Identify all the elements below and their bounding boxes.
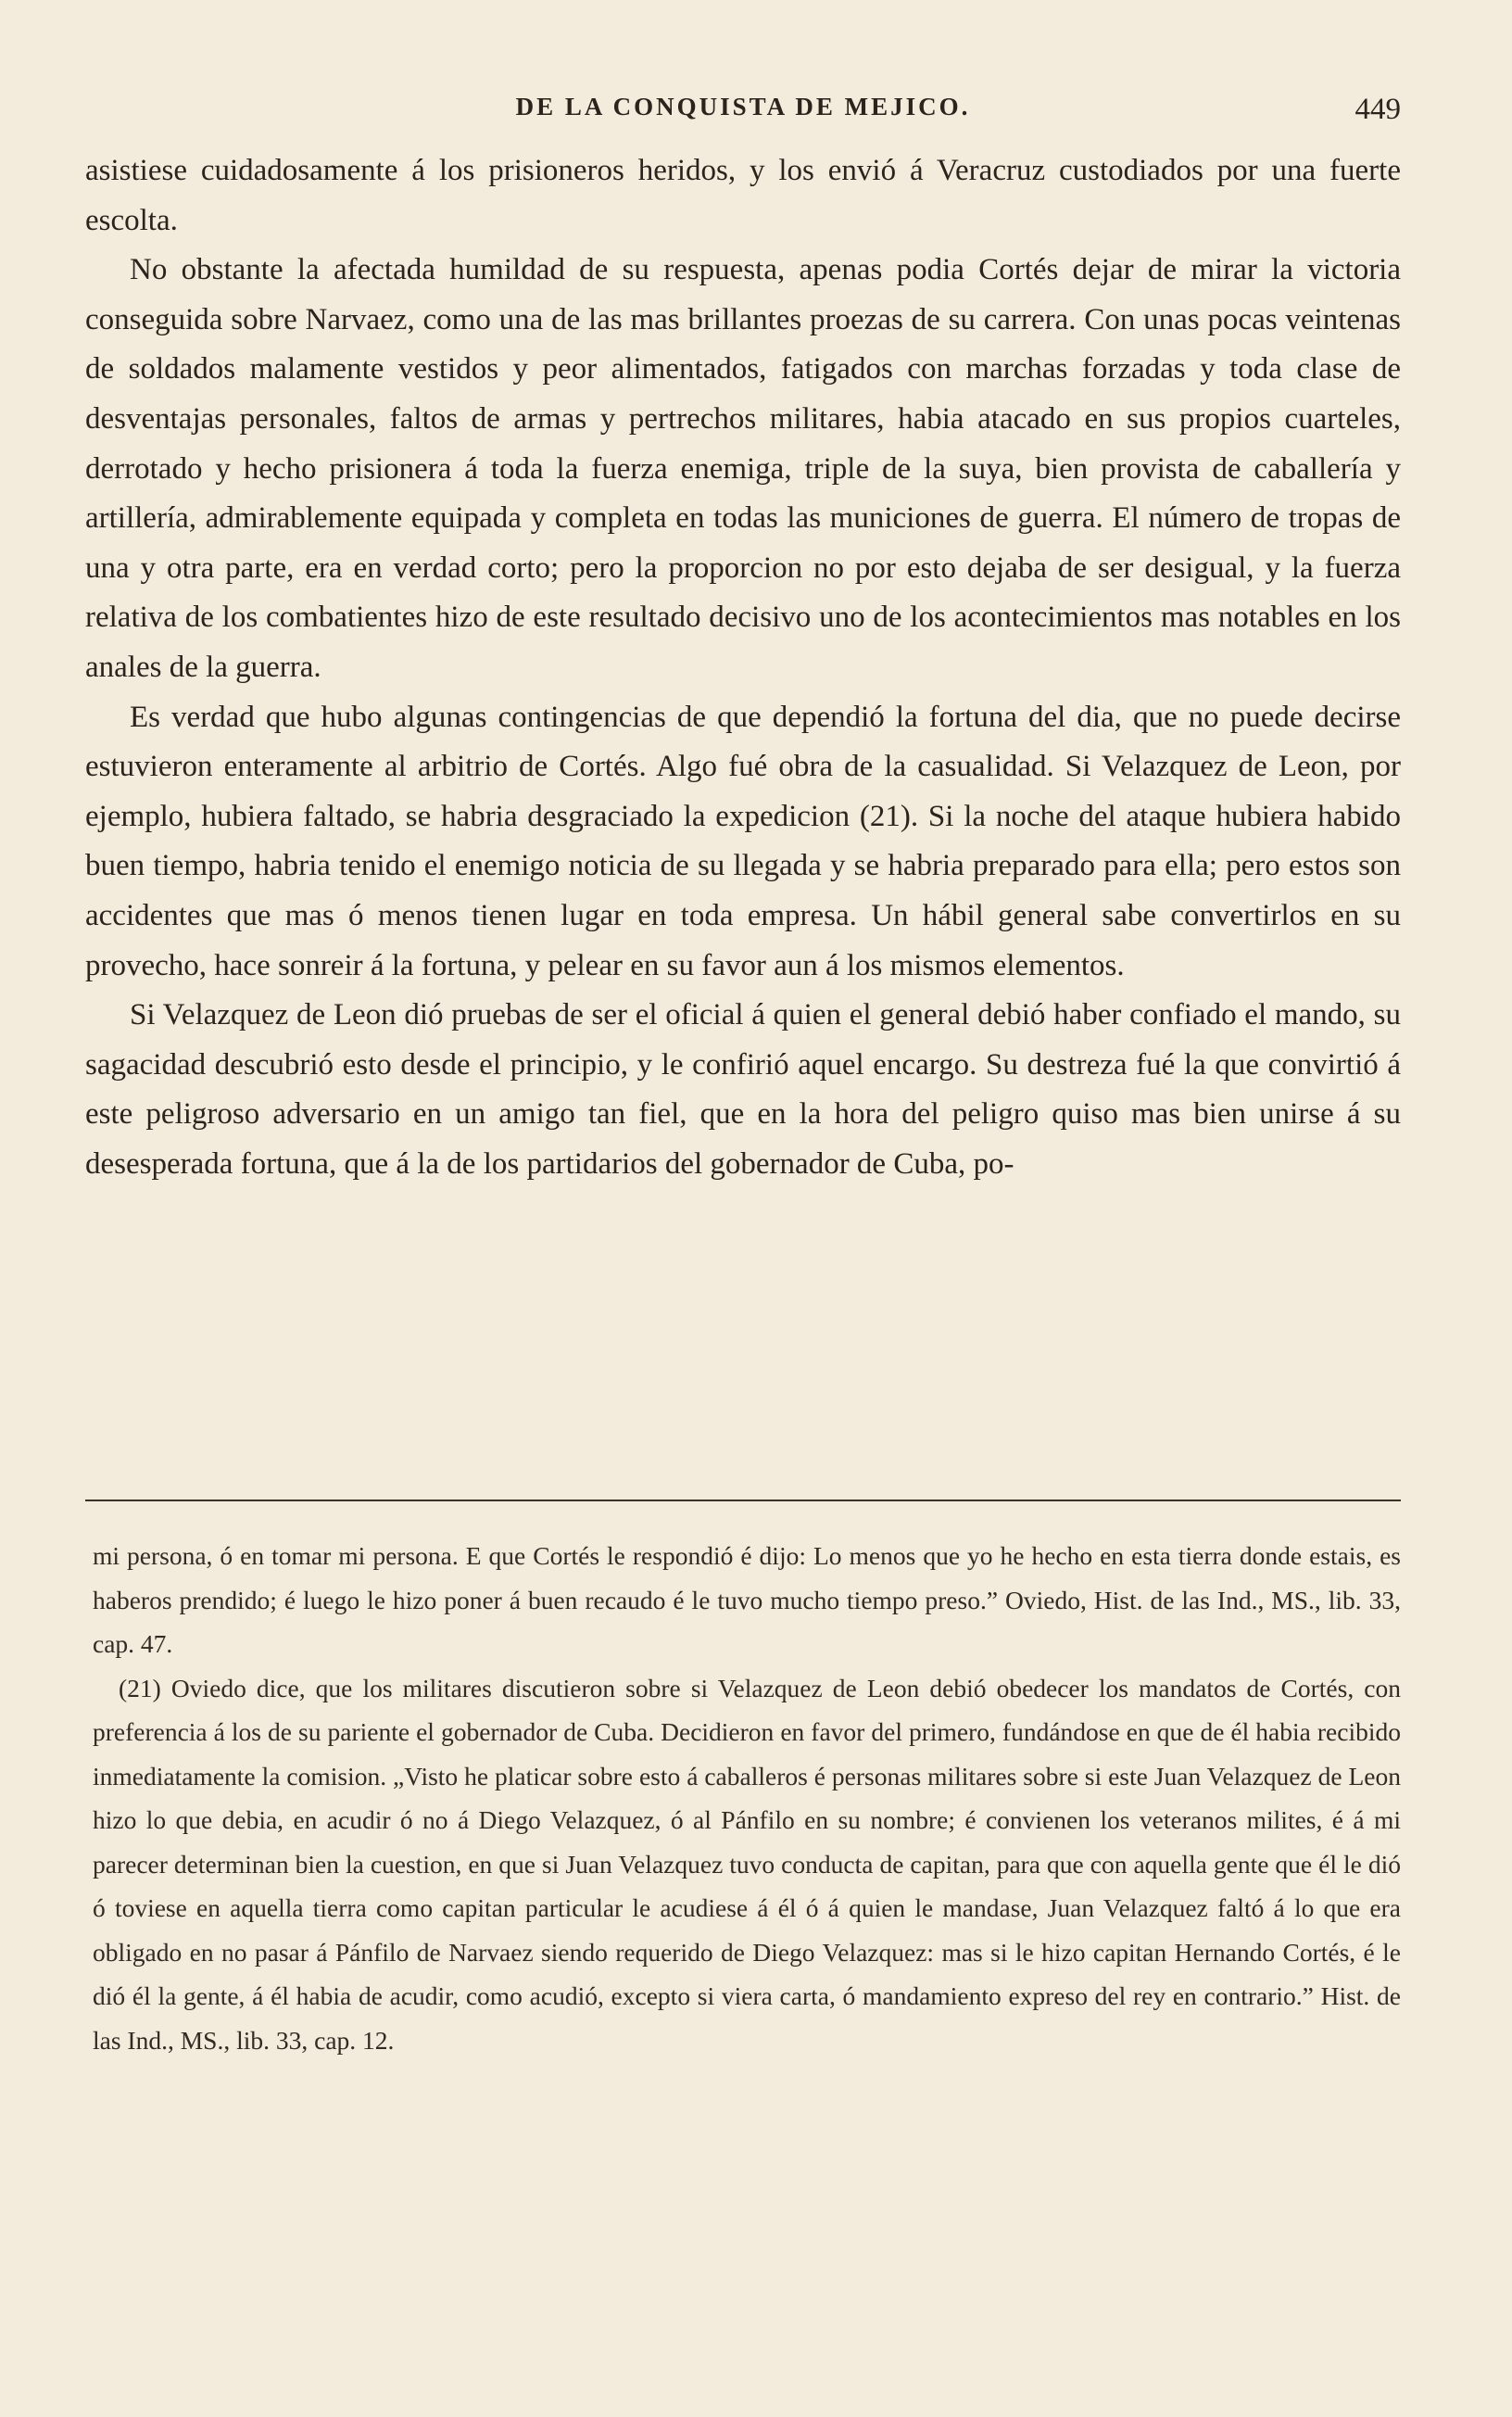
paragraph: Si Velazquez de Leon dió pruebas de ser el oficial á quien el general debió haber confiado el mando, su sagacidad descubrió esto desde el principio, y le confirió aquel encargo. Su destreza fué la que convirtió á este peligroso adversario en un amigo tan fiel, que en la hora del peligro quiso mas bien unirse á su desesperada fortuna, que á la de los partidarios del gobernador de Cuba, po- xyxy=(85,998,1401,1181)
paragraph: Es verdad que hubo algunas contingencias de que dependió la fortuna del dia, que no puede decirse estuvieron enteramente al arbitrio de Cortés. Algo fué obra de la casualidad. Si Velazquez de Leon, por ejemplo, hubiera faltado, se habria desgraciado la expedicion (21). Si la noche del ataque hubiera habido buen tiempo, habria tenido el enemigo noticia de su llegada y se habria preparado para ella; pero estos son accidentes que mas ó menos tienen lugar en toda empresa. Un hábil general sabe convertirlos en su provecho, hace sonreir á la fortuna, y pelear en su favor aun á los mismos elementos. xyxy=(85,700,1401,982)
footnote-21: (21) Oviedo dice, que los militares discutieron sobre si Velazquez de Leon debió obedecer los mandatos de Cortés, con preferencia á los de su pariente el gobernador de Cuba. Decidieron en favor del primero, fundándose en que de él habia recibido inmediatamente la comision. „Visto he platicar sobre esto á caballeros é personas militares sobre si este Juan Velazquez de Leon hizo lo que debia, en acudir ó no á Diego Velazquez, ó al Pánfilo en su nombre; é convienen los veteranos milites, é á mi parecer determinan bien la cuestion, en que si Juan Velazquez tuvo conducta de capitan, para que con aquella gente que él le dió ó toviese en aquella tierra como capitan particular le acudiese á él ó á quien le mandase, Juan Velazquez faltó á lo que era obligado en no pasar á Pánfilo de Narvaez siendo requerido de Diego Velazquez: mas si le hizo capitan Hernando Cortés, é le dió él la gente, á él habia de acudir, como acudió, excepto si viera carta, ó mandamiento expreso del rey en contrario.” Hist. de las Ind., MS., lib. 33, cap. 12. xyxy=(93,1673,1401,2055)
page-number: 449 xyxy=(1354,93,1401,126)
paragraph: No obstante la afectada humildad de su respuesta, apenas podia Cortés dejar de mirar la victoria conseguida sobre Narvaez, como una de las mas brillantes proezas de su carrera. Con unas pocas veintenas de soldados malamente vestidos y peor alimentados, fatigados con marchas forzadas y toda clase de desventajas personales, faltos de armas y pertrechos militares, habia atacado en sus propios cuarteles, derrotado y hecho prisionera á toda la fuerza enemiga, triple de la suya, bien provista de caballería y artillería, admirablemente equipada y completa en todas las municiones de guerra. El número de tropas de una y otra parte, era en verdad corto; pero la proporcion no por esto dejaba de ser desigual, y la fuerza relativa de los combatientes hizo de este resultado decisivo uno de los acontecimientos mas notables en los anales de la guerra. xyxy=(85,253,1401,684)
paragraph-continued: asistiese cuidadosamente á los prisioneros heridos, y los envió á Veracruz custodiados por una fuerte escolta. xyxy=(85,154,1401,237)
main-text xyxy=(85,146,1401,1189)
running-title: DE LA CONQUISTA DE MEJICO. xyxy=(515,93,971,120)
footnote-rule xyxy=(85,1500,1401,1501)
footnote-continued: mi persona, ó en tomar mi persona. E que Cortés le respondió é dijo: Lo menos que yo he hecho en esta tierra donde estais, es haberos prendido; é luego le hizo poner á buen recaudo é le tuvo mucho tiempo preso.” Oviedo, Hist. de las Ind., MS., lib. 33, cap. 47. xyxy=(93,1541,1401,1658)
running-head xyxy=(85,93,1401,135)
footnotes xyxy=(93,1534,1401,2062)
